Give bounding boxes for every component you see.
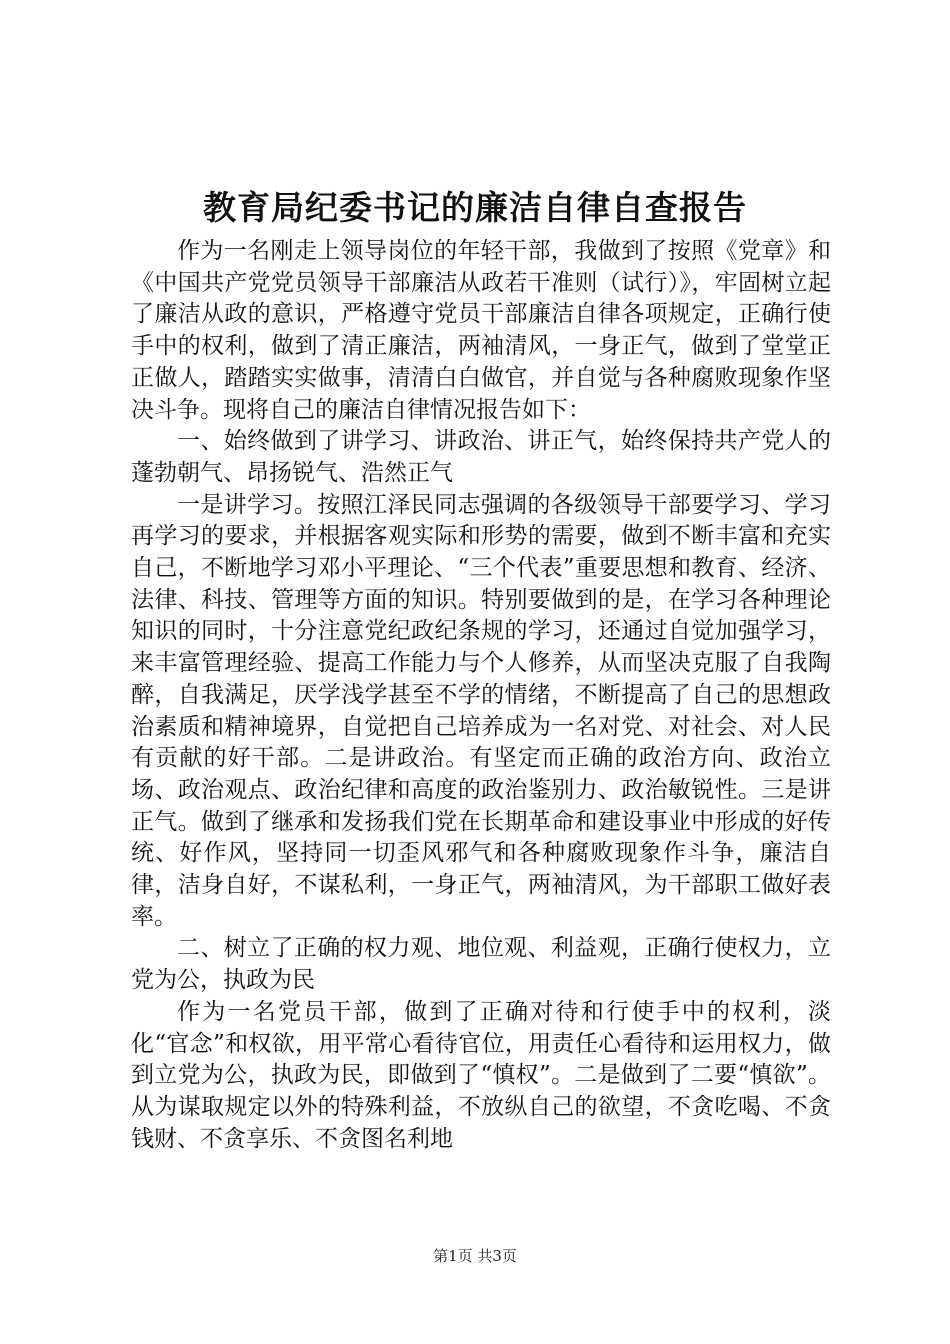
paragraph-power: 作为一名党员干部，做到了正确对待和行使手中的权利，淡化“官念”和权欲，用平常心看待官位，用责任心看待和运用权力，做到立党为公，执政为民，即做到了“慎权”。二是做到了二要“慎欲”。从为谋取规定以外的特殊利益，不放纵自己的欲望，不贪吃喝、不贪钱财、不贪享乐、不贪图名利地 [131,998,831,1152]
paragraph-heading-one: 一、始终做到了讲学习、讲政治、讲正气，始终保持共产党人的蓬勃朝气、昂扬锐气、浩然正气 [131,428,831,486]
paragraph-intro: 作为一名刚走上领导岗位的年轻干部，我做到了按照《党章》和《中国共产党党员领导干部廉洁从政若干准则（试行）》，牢固树立起了廉洁从政的意识，严格遵守党员干部廉洁自律各项规定，正确行使手中的权利，做到了清正廉洁，两袖清风，一身正气，做到了堂堂正正做人，踏踏实实做事，清清白白做官，并自觉与各种腐败现象作坚决斗争。现将自己的廉洁自律情况报告如下： [131,238,831,423]
page-indicator: 第1页 共3页 [433,1247,517,1265]
paragraph-heading-two: 二、树立了正确的权力观、地位观、利益观，正确行使权力，立党为公，执政为民 [131,935,831,994]
document-title: 教育局纪委书记的廉洁自律自查报告 [203,188,747,227]
document-body [131,236,831,1155]
paragraph-study-politics: 一是讲学习。按照江泽民同志强调的各级领导干部要学习、学习再学习的要求，并根据客观实际和形势的需要，做到不断丰富和充实自己，不断地学习邓小平理论、“三个代表”重要思想和教育、经济、法律、科技、管理等方面的知识。特别要做到的是，在学习各种理论知识的同时，十分注意党纪政纪条规的学习，还通过自觉加强学习，来丰富管理经验、提高工作能力与个人修养，从而坚决克服了自我陶醉，自我满足，厌学浅学甚至不学的情绪，不断提高了自己的思想政治素质和精神境界，自觉把自己培养成为一名对党、对社会、对人民有贡献的好干部。二是讲政治。有坚定而正确的政治方向、政治立场、政治观点、政治纪律和高度的政治鉴别力、政治敏锐性。三是讲正气。做到了继承和发扬我们党在长期革命和建设事业中形成的好传统、好作风，坚持同一切歪风邪气和各种腐败现象作斗争，廉洁自律，洁身自好，不谋私利，一身正气，两袖清风，为干部职工做好表率。 [131,491,831,930]
